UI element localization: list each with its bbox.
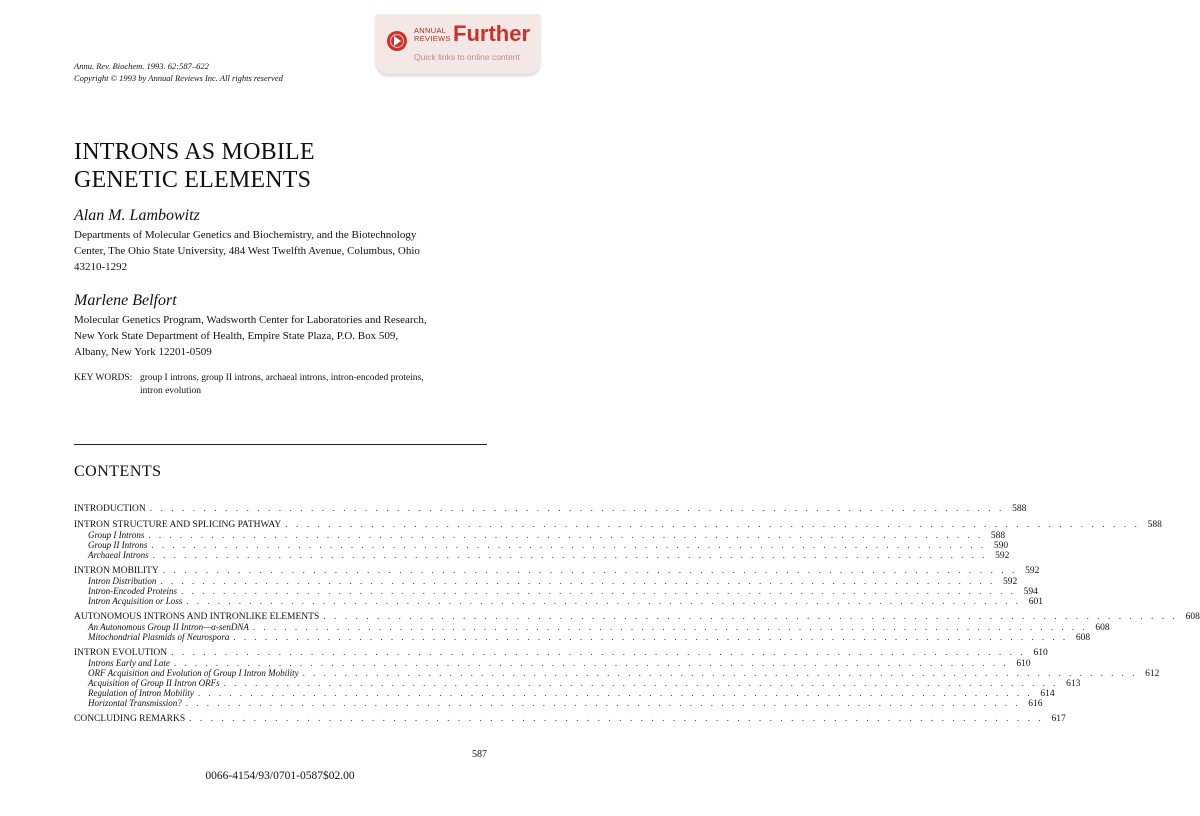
toc-page-number: 592: [1025, 566, 1040, 576]
toc-page-number: 613: [1066, 679, 1081, 689]
toc-leader-dots: . . . . . . . . . . . . . . . . . . . . . . . . . . . . . . . . . . . . . . . . . . . . . . . . . . . . . . . . . . . . . . . . . . . . . . . . . . . . . . . .: [323, 612, 1178, 622]
toc-subentry[interactable]: [74, 698, 1043, 709]
affiliation-line: 43210-1292: [74, 261, 128, 273]
keywords-line: group I introns, group II introns, archaeal introns, intron-encoded proteins,: [140, 373, 424, 383]
toc-subentry[interactable]: [74, 658, 1031, 669]
toc-entry-title: Regulation of Intron Mobility: [88, 688, 198, 698]
toc-entry-title: INTRON EVOLUTION: [74, 648, 171, 658]
toc-entry-title: INTRON STRUCTURE AND SPLICING PATHWAY: [74, 520, 285, 530]
toc-entry-title: Introns Early and Late: [88, 658, 174, 668]
toc-leader-dots: . . . . . . . . . . . . . . . . . . . . . . . . . . . . . . . . . . . . . . . . . . . . . . . . . . . . . . . . . . . . . . . . . . . . . . . . . . . . . . . .: [223, 678, 1059, 688]
citation: [74, 60, 283, 84]
toc-entry[interactable]: [74, 520, 1162, 530]
section-divider: [74, 444, 487, 445]
toc-leader-dots: . . . . . . . . . . . . . . . . . . . . . . . . . . . . . . . . . . . . . . . . . . . . . . . . . . . . . . . . . . . . . . . . . . . . . . . . . . . . . . . .: [181, 586, 1016, 596]
article-title: [74, 138, 315, 194]
badge-small-label: ANNUAL REVIEWS: [414, 26, 451, 43]
toc-leader-dots: . . . . . . . . . . . . . . . . . . . . . . . . . . . . . . . . . . . . . . . . . . . . . . . . . . . . . . . . . . . . . . . . . . . . . . . . . . . . . . . .: [285, 520, 1140, 530]
affiliation-line: Albany, New York 12201-0509: [74, 346, 212, 358]
toc-entry-title: INTRON MOBILITY: [74, 566, 163, 576]
toc-subentry[interactable]: [74, 596, 1044, 607]
toc-subentry[interactable]: [74, 550, 1010, 561]
toc-subentry[interactable]: [74, 586, 1038, 597]
toc-leader-dots: . . . . . . . . . . . . . . . . . . . . . . . . . . . . . . . . . . . . . . . . . . . . . . . . . . . . . . . . . . . . . . . . . . . . . . . . . . . . . . . .: [233, 632, 1069, 642]
annual-reviews-further-badge[interactable]: [376, 14, 540, 74]
toc-page-number: 608: [1095, 623, 1110, 633]
toc-leader-dots: . . . . . . . . . . . . . . . . . . . . . . . . . . . . . . . . . . . . . . . . . . . . . . . . . . . . . . . . . . . . . . . . . . . . . . . . . . . . . . . .: [148, 530, 984, 540]
author-affiliation: [74, 227, 504, 275]
affiliation-line: Departments of Molecular Genetics and Biochemistry, and the Biotechnology: [74, 229, 417, 241]
toc-entry[interactable]: [74, 504, 1027, 514]
toc-page-number: 592: [1002, 577, 1018, 587]
toc-page-number: 610: [1016, 659, 1031, 669]
toc-page-number: 594: [1023, 587, 1038, 597]
annual-reviews-logo-icon: [386, 30, 408, 52]
toc-leader-dots: . . . . . . . . . . . . . . . . . . . . . . . . . . . . . . . . . . . . . . . . . . . . . . . . . . . . . . . . . . . . . . . . . . . . . . . . . . . . . . . .: [162, 566, 1018, 576]
toc-page-number: 588: [1147, 520, 1162, 530]
toc-leader-dots: . . . . . . . . . . . . . . . . . . . . . . . . . . . . . . . . . . . . . . . . . . . . . . . . . . . . . . . . . . . . . . . . . . . . . . . . . . . . . . . .: [173, 658, 1009, 668]
toc-leader-dots: . . . . . . . . . . . . . . . . . . . . . . . . . . . . . . . . . . . . . . . . . . . . . . . . . . . . . . . . . . . . . . . . . . . . . . . . . . . . . . . .: [149, 504, 1005, 514]
toc-entry-title: INTRODUCTION: [74, 504, 150, 514]
toc-entry-title: CONCLUDING REMARKS: [74, 714, 189, 724]
toc-page-number: 614: [1040, 689, 1055, 699]
toc-page-number: 608: [1185, 612, 1200, 622]
toc-leader-dots: . . . . . . . . . . . . . . . . . . . . . . . . . . . . . . . . . . . . . . . . . . . . . . . . . . . . . . . . . . . . . . . . . . . . . . . . . . . . . . . .: [152, 550, 988, 560]
toc-entry-title: Acquisition of Group II Intron ORFs: [88, 678, 224, 688]
toc-entry-title: Horizontal Transmission?: [88, 698, 186, 708]
contents-heading: CONTENTS: [74, 463, 162, 480]
toc-entry-title: An Autonomous Group II Intron—α-senDNA: [88, 622, 253, 632]
article-title-line: INTRONS AS MOBILE: [74, 139, 315, 165]
table-of-contents: [74, 504, 1200, 724]
toc-entry[interactable]: [74, 648, 1048, 658]
toc-entry-title: Intron Distribution: [88, 576, 160, 586]
toc-page-number: 588: [1012, 504, 1027, 514]
keywords-line: intron evolution: [140, 386, 201, 396]
toc-leader-dots: . . . . . . . . . . . . . . . . . . . . . . . . . . . . . . . . . . . . . . . . . . . . . . . . . . . . . . . . . . . . . . . . . . . . . . . . . . . . . . . .: [302, 668, 1138, 678]
badge-brand: Further: [453, 21, 530, 46]
toc-page-number: 616: [1028, 699, 1043, 709]
citation-journal: Annu. Rev. Biochem. 1993. 62:587–622: [74, 61, 209, 71]
citation-copyright: Copyright © 1993 by Annual Reviews Inc. All rights reserved: [74, 73, 283, 83]
toc-entry-title: Intron-Encoded Proteins: [88, 586, 181, 596]
toc-leader-dots: . . . . . . . . . . . . . . . . . . . . . . . . . . . . . . . . . . . . . . . . . . . . . . . . . . . . . . . . . . . . . . . . . . . . . . . . . . . . . . . .: [189, 714, 1044, 724]
toc-subentry[interactable]: [74, 530, 1006, 541]
toc-page-number: 588: [990, 531, 1006, 541]
toc-leader-dots: . . . . . . . . . . . . . . . . . . . . . . . . . . . . . . . . . . . . . . . . . . . . . . . . . . . . . . . . . . . . . . . . . . . . . . . . . . . . . . . .: [252, 622, 1088, 632]
page-number: 587: [472, 749, 487, 760]
author-affiliation: [74, 312, 504, 360]
toc-entry-title: AUTONOMOUS INTRONS AND INTRONLIKE ELEMENTS: [74, 612, 323, 622]
toc-leader-dots: . . . . . . . . . . . . . . . . . . . . . . . . . . . . . . . . . . . . . . . . . . . . . . . . . . . . . . . . . . . . . . . . . . . . . . . . . . . . . . . .: [197, 688, 1033, 698]
toc-entry-title: Group I Introns: [88, 530, 148, 540]
toc-subentry[interactable]: [74, 540, 1009, 551]
author-name: Alan M. Lambowitz: [74, 207, 200, 224]
toc-subentry[interactable]: [74, 688, 1055, 699]
article-title-line: GENETIC ELEMENTS: [74, 167, 312, 193]
keywords-text: [140, 372, 490, 398]
toc-page-number: 601: [1028, 597, 1044, 607]
toc-leader-dots: . . . . . . . . . . . . . . . . . . . . . . . . . . . . . . . . . . . . . . . . . . . . . . . . . . . . . . . . . . . . . . . . . . . . . . . . . . . . . . . .: [185, 698, 1021, 708]
toc-leader-dots: . . . . . . . . . . . . . . . . . . . . . . . . . . . . . . . . . . . . . . . . . . . . . . . . . . . . . . . . . . . . . . . . . . . . . . . . . . . . . . . .: [186, 596, 1022, 606]
footer-code: 0066-4154/93/0701-0587$02.00: [205, 770, 355, 782]
toc-page-number: 608: [1075, 633, 1091, 643]
toc-entry[interactable]: [74, 566, 1040, 576]
affiliation-line: Molecular Genetics Program, Wadsworth Center for Laboratories and Research,: [74, 314, 427, 326]
toc-subentry[interactable]: [74, 668, 1160, 679]
affiliation-line: Center, The Ohio State University, 484 West Twelfth Avenue, Columbus, Ohio: [74, 245, 420, 257]
toc-leader-dots: . . . . . . . . . . . . . . . . . . . . . . . . . . . . . . . . . . . . . . . . . . . . . . . . . . . . . . . . . . . . . . . . . . . . . . . . . . . . . . . .: [160, 576, 996, 586]
badge-tagline: Quick links to online content: [414, 52, 520, 62]
author-name: Marlene Belfort: [74, 292, 177, 309]
toc-leader-dots: . . . . . . . . . . . . . . . . . . . . . . . . . . . . . . . . . . . . . . . . . . . . . . . . . . . . . . . . . . . . . . . . . . . . . . . . . . . . . . . .: [151, 540, 987, 550]
toc-subentry[interactable]: [74, 576, 1018, 587]
toc-subentry[interactable]: [74, 632, 1091, 643]
toc-page-number: 617: [1051, 714, 1066, 724]
toc-subentry[interactable]: [74, 678, 1081, 689]
toc-page-number: 612: [1145, 669, 1160, 679]
toc-leader-dots: . . . . . . . . . . . . . . . . . . . . . . . . . . . . . . . . . . . . . . . . . . . . . . . . . . . . . . . . . . . . . . . . . . . . . . . . . . . . . . . .: [171, 648, 1026, 658]
toc-subentry[interactable]: [74, 622, 1110, 633]
keywords-label: KEY WORDS:: [74, 373, 133, 383]
toc-entry[interactable]: [74, 612, 1200, 622]
toc-page-number: 610: [1033, 648, 1048, 658]
toc-entry-title: Mitochondrial Plasmids of Neurospora: [88, 632, 233, 642]
toc-page-number: 590: [993, 541, 1009, 551]
toc-entry-title: Intron Acquisition or Loss: [88, 596, 186, 606]
toc-entry-title: Archaeal Introns: [88, 550, 153, 560]
toc-page-number: 592: [995, 551, 1010, 561]
toc-entry[interactable]: [74, 714, 1066, 724]
toc-entry-title: Group II Introns: [88, 540, 151, 550]
affiliation-line: New York State Department of Health, Empire State Plaza, P.O. Box 509,: [74, 330, 399, 342]
toc-entry-title: ORF Acquisition and Evolution of Group I Intron Mobility: [88, 668, 303, 678]
